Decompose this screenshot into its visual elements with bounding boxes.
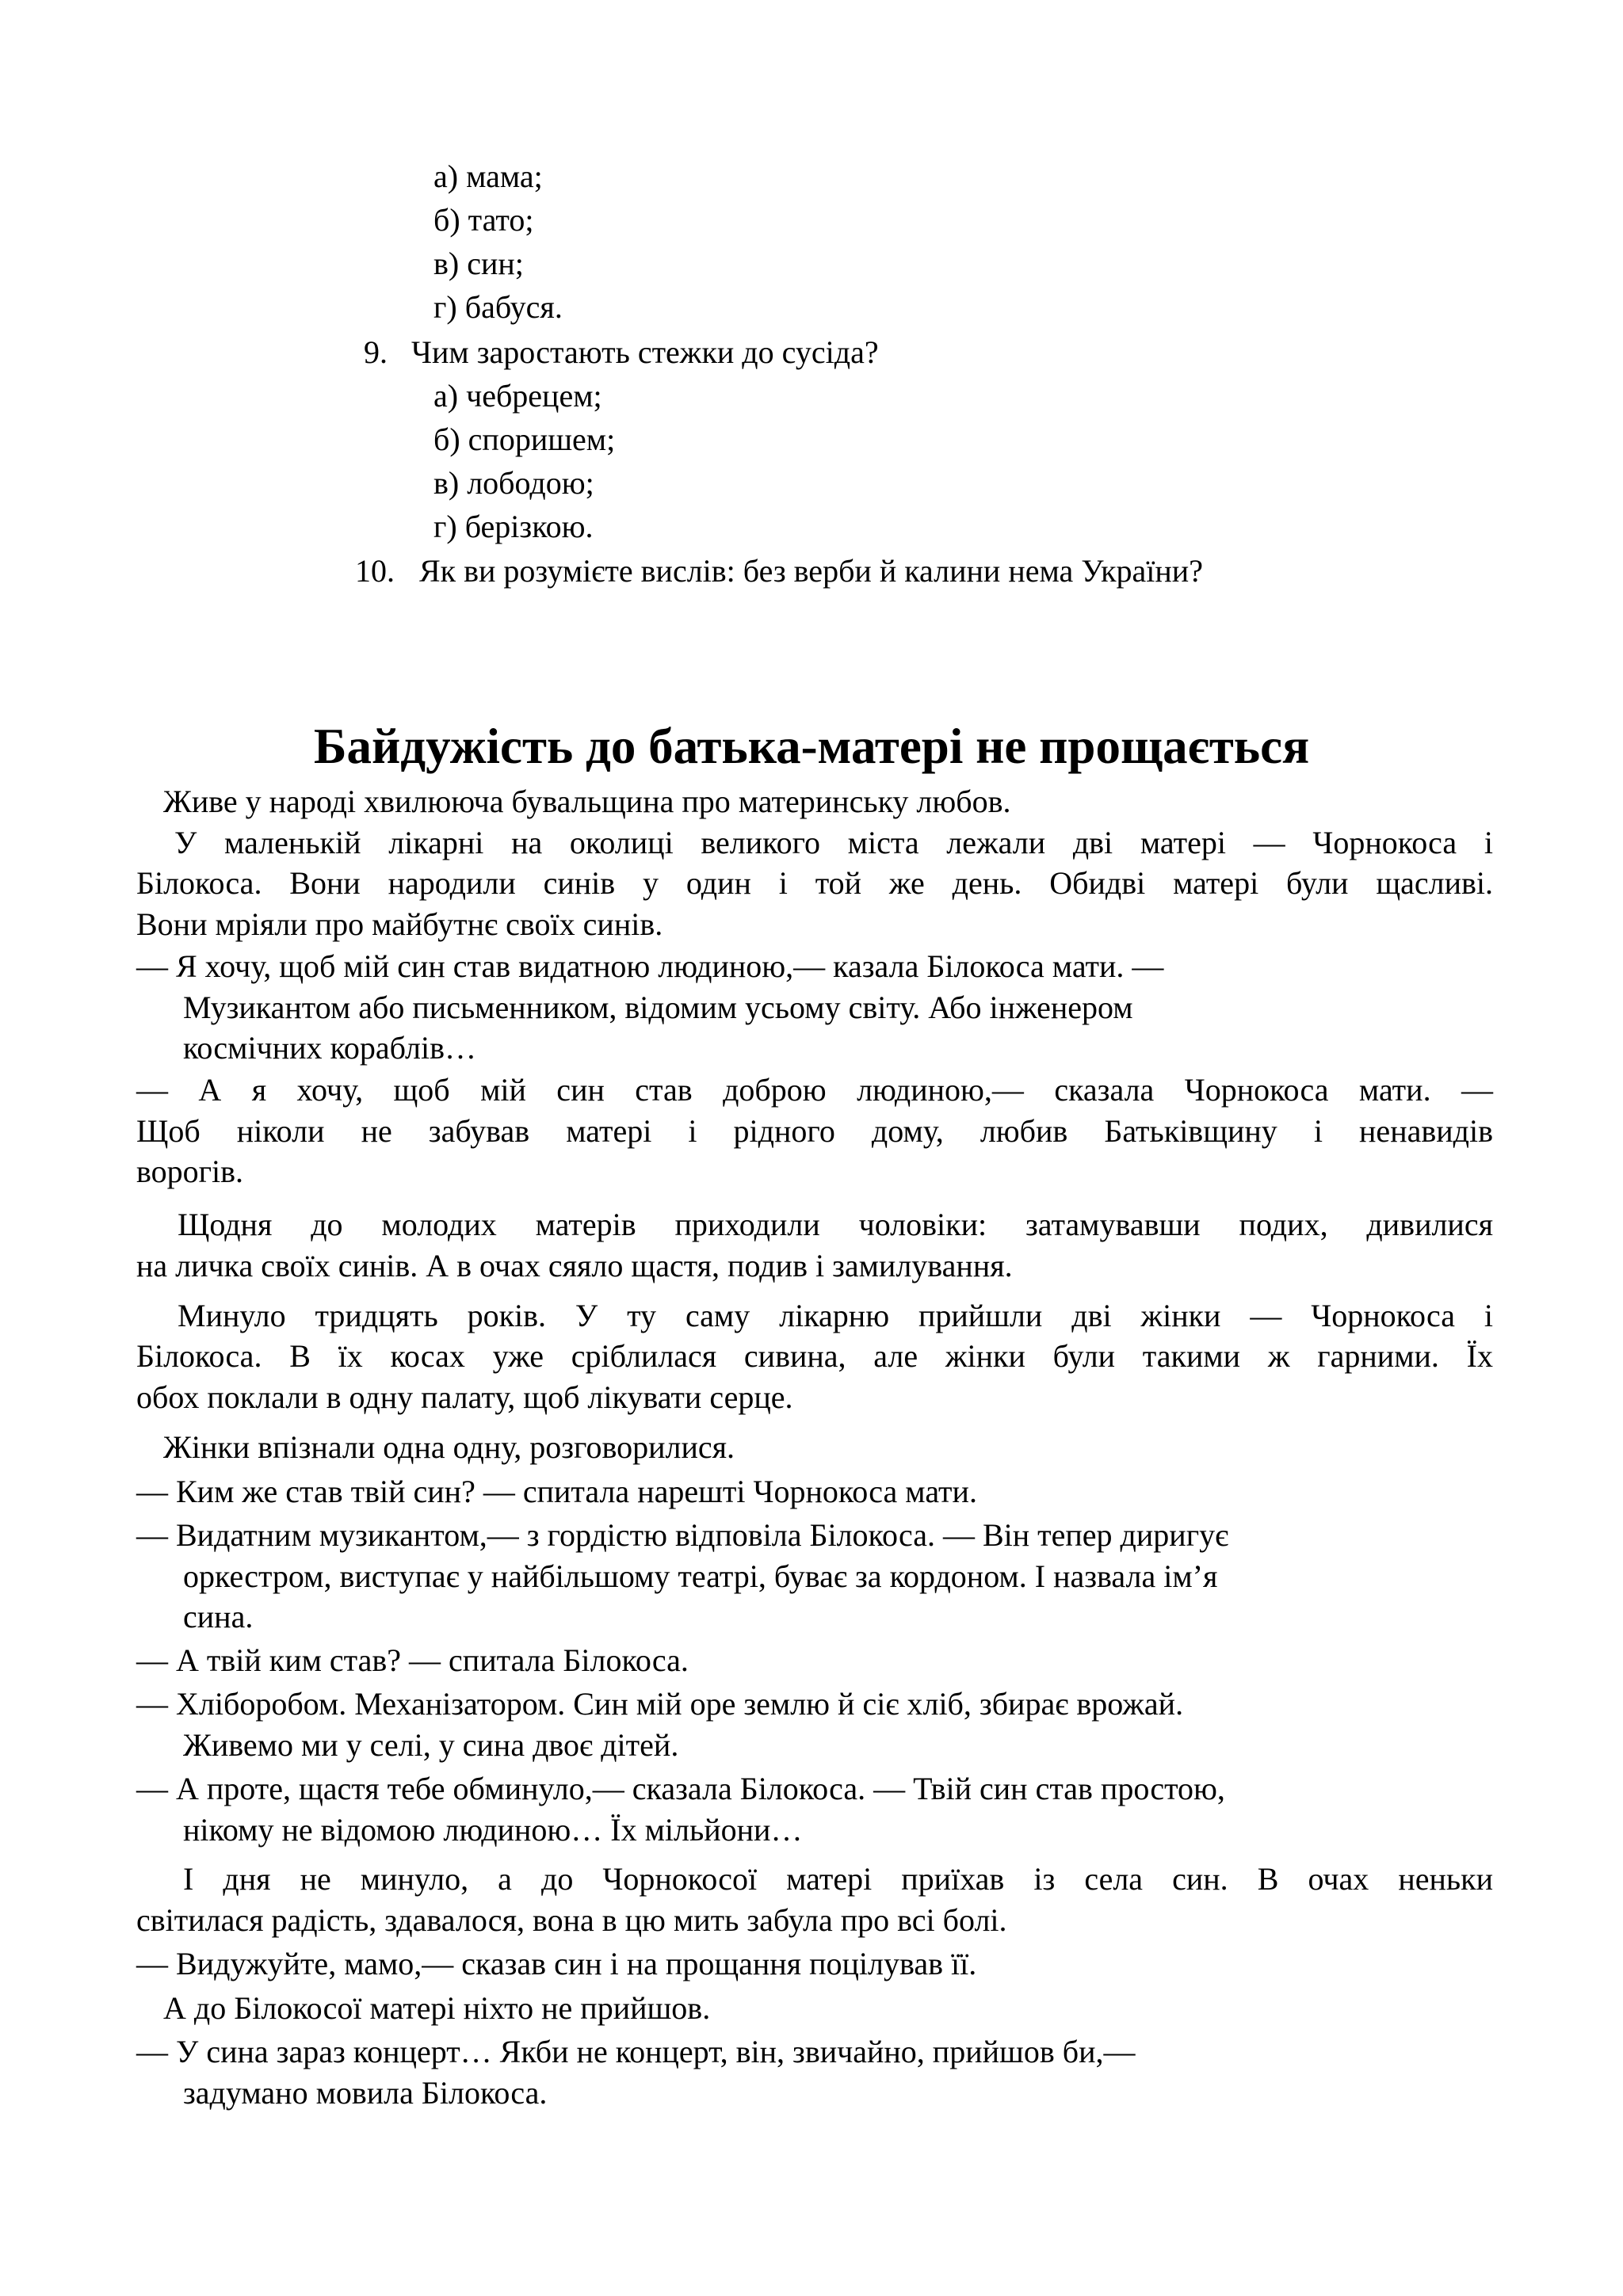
story-line: Білокоса. Вони народили синів у один і той же день. Обидві матері були щасливі. xyxy=(136,865,1493,901)
question-number: 10. xyxy=(355,553,395,589)
story-line: — У сина зараз концерт… Якби не концерт, він, звичайно, прийшов би,— xyxy=(136,2034,1136,2069)
story-line: — Видужуйте, мамо,— сказав син і на прощання поцілував її. xyxy=(136,1946,977,1981)
story-line: Білокоса. В їх косах уже сріблилася сивина, але жінки були такими ж гарними. Їх xyxy=(136,1338,1493,1374)
story-line: — А я хочу, щоб мій син став доброю людиною,— сказала Чорнокоса мати. — xyxy=(136,1072,1493,1108)
story-line: — А твій ким став? — спитала Білокоса. xyxy=(136,1642,689,1678)
answer-option: б) споришем; xyxy=(433,421,616,457)
question-text: Як ви розумієте вислів: без верби й калини нема України? xyxy=(419,553,1203,589)
story-line: на личка своїх синів. А в очах сяяло щастя, подив і замилування. xyxy=(136,1248,1013,1283)
story-line: І дня не минуло, а до Чорнокосої матері приїхав із села син. В очах неньки xyxy=(183,1861,1493,1897)
story-line: — Ким же став твій син? — спитала нарешті Чорнокоса мати. xyxy=(136,1474,977,1509)
story-line: оркестром, виступає у найбільшому театрі, буває за кордоном. І назвала ім’я xyxy=(183,1558,1218,1594)
story-line: Минуло тридцять років. У ту саму лікарню прийшли дві жінки — Чорнокоса і xyxy=(178,1298,1493,1333)
story-line: Живемо ми у селі, у сина двоє дітей. xyxy=(183,1727,679,1763)
story-line: нікому не відомою людиною… Їх мільйони… xyxy=(183,1812,803,1848)
story-title: Байдужість до батька-матері не прощається xyxy=(313,719,1310,774)
story-line: Вони мріяли про майбутнє своїх синів. xyxy=(136,906,663,942)
answer-option: в) син; xyxy=(433,246,524,281)
story-line: — Я хочу, щоб мій син став видатною людиною,— казала Білокоса мати. — xyxy=(136,948,1164,984)
question-text: Чим заростають стежки до сусіда? xyxy=(411,334,879,370)
answer-option: а) чебрецем; xyxy=(433,378,602,414)
story-line: Живе у народі хвилююча бувальщина про материнську любов. xyxy=(163,784,1011,819)
answer-option: а) мама; xyxy=(433,158,543,194)
answer-option: б) тато; xyxy=(433,202,534,238)
answer-option: г) берізкою. xyxy=(433,509,594,544)
story-line: ворогів. xyxy=(136,1154,244,1189)
story-line: А до Білокосої матері ніхто не прийшов. xyxy=(163,1990,711,2026)
story-line: — А проте, щастя тебе обминуло,— сказала Білокоса. — Твій син став простою, xyxy=(136,1771,1225,1806)
story-line: Музикантом або письменником, відомим усьому світу. Або інженером xyxy=(183,990,1133,1025)
answer-option: г) бабуся. xyxy=(433,289,563,325)
story-line: Жінки впізнали одна одну, розговорилися. xyxy=(163,1429,735,1465)
story-line: задумано мовила Білокоса. xyxy=(183,2075,548,2111)
story-line: Щоб ніколи не забував матері і рідного дому, любив Батьківщину і ненавидів xyxy=(136,1113,1493,1149)
story-line: У маленькій лікарні на околиці великого міста лежали дві матері — Чорнокоса і xyxy=(174,825,1493,860)
story-line: світилася радість, здавалося, вона в цю мить забула про всі болі. xyxy=(136,1902,1007,1938)
story-line: космічних кораблів… xyxy=(183,1030,476,1066)
story-line: — Видатним музикантом,— з гордістю відповіла Білокоса. — Він тепер диригує xyxy=(136,1517,1229,1553)
story-line: сина. xyxy=(183,1599,254,1634)
question-number: 9. xyxy=(364,334,388,370)
story-line: обох поклали в одну палату, щоб лікувати серце. xyxy=(136,1379,793,1415)
story-line: — Хліборобом. Механізатором. Син мій оре землю й сіє хліб, збирає врожай. xyxy=(136,1686,1184,1722)
story-line: Щодня до молодих матерів приходили чоловіки: затамувавши подих, дивилися xyxy=(178,1207,1493,1242)
answer-option: в) лободою; xyxy=(433,465,594,501)
